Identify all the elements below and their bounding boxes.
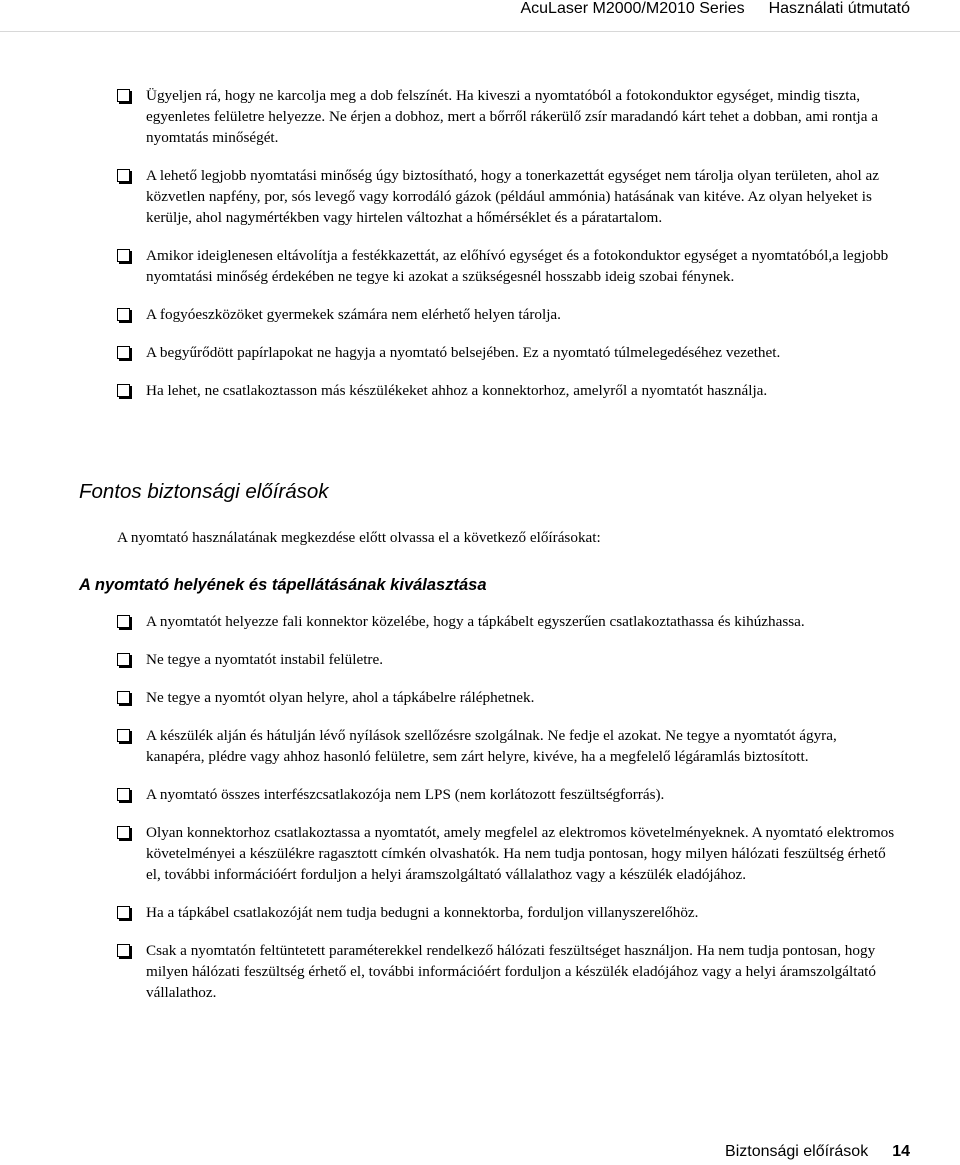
checkbox-bullet-icon — [117, 249, 130, 262]
checkbox-bullet-icon — [117, 691, 130, 704]
page-header — [520, 0, 910, 22]
list-item — [117, 245, 895, 287]
precaution-list-consumables — [117, 85, 895, 401]
list-item-text: A begyűrődött papírlapokat ne hagyja a nyomtató belsejében. Ez a nyomtató túlmelegedéséhez vezethet. — [146, 344, 781, 361]
list-item-text: Olyan konnektorhoz csatlakoztassa a nyomtatót, amely megfelel az elektromos követelményeknek. A nyomtató elektromos követelményei a készülékre ragasztott címkén olvashatók. Ha nem tudja pontosan, hogy milyen hálózati feszültség érhető el, további információért forduljon a helyi áramszolgáltató vállalathoz vagy a készülék eladójához. — [146, 824, 895, 883]
list-item — [117, 304, 895, 325]
footer-section-name: Biztonsági előírások — [725, 1143, 869, 1160]
checkbox-bullet-icon — [117, 906, 130, 919]
page-number: 14 — [892, 1143, 910, 1160]
checkbox-bullet-icon — [117, 826, 130, 839]
checkbox-bullet-icon — [117, 308, 130, 321]
checkbox-bullet-icon — [117, 944, 130, 957]
subsection-title: A nyomtató helyének és tápellátásának kiválasztása — [79, 576, 487, 594]
list-item-text: Ne tegye a nyomtót olyan helyre, ahol a tápkábelre ráléphetnek. — [146, 689, 535, 706]
list-item — [117, 649, 895, 670]
checkbox-bullet-icon — [117, 788, 130, 801]
checkbox-bullet-icon — [117, 729, 130, 742]
list-item-text: A lehető legjobb nyomtatási minőség úgy biztosítható, hogy a tonerkazettát egységet nem tárolja olyan területen, ahol az közvetlen napfény, por, sós levegő vagy korrodáló gázok (például ammónia) hatásának van kitéve. Az olyan helyeket is kerülje, ahol nagymértékben vagy hirtelen változhat a hőmérséklet és a páratartalom. — [146, 167, 880, 226]
list-item-text: A fogyóeszközöket gyermekek számára nem elérhető helyen tárolja. — [146, 306, 561, 323]
list-item-text: A készülék alján és hátulján lévő nyílások szellőzésre szolgálnak. Ne fedje el azokat. Ne tegye a nyomtatót ágyra, kanapéra, plédre vagy ahhoz hasonló felületre, sem zárt helyre, kivéve, ha a megfelelő légáramlás biztosított. — [146, 727, 837, 765]
list-item — [117, 725, 895, 767]
checkbox-bullet-icon — [117, 615, 130, 628]
header-product-title: AcuLaser M2000/M2010 Series — [520, 0, 745, 17]
list-item-text: Ne tegye a nyomtatót instabil felületre. — [146, 651, 384, 668]
checkbox-bullet-icon — [117, 653, 130, 666]
list-item — [117, 85, 895, 148]
list-item-text: Ha lehet, ne csatlakoztasson más készülékeket ahhoz a konnektorhoz, amelyről a nyomtatót használja. — [146, 382, 768, 399]
list-item — [117, 940, 895, 1003]
list-item-text: A nyomtatót helyezze fali konnektor közelébe, hogy a tápkábelt egyszerűen csatlakoztathassa és kihúzhassa. — [146, 613, 805, 630]
section-title: Fontos biztonsági előírások — [79, 480, 329, 503]
list-item — [117, 822, 895, 885]
list-item-text: Ügyeljen rá, hogy ne karcolja meg a dob felszínét. Ha kiveszi a nyomtatóból a fotokonduktor egységet, mindig tiszta, egyenletes felületre helyezze. Ne érjen a dobhoz, mert a bőrről rákerülő zsír maradandó kárt tehet a dobban, ami rontja a nyomtatás minőségét. — [146, 87, 879, 146]
section-intro: A nyomtató használatának megkezdése előtt olvassa el a következő előírásokat: — [117, 529, 601, 546]
page-footer — [725, 1143, 910, 1161]
list-item-text: A nyomtató összes interfészcsatlakozója nem LPS (nem korlátozott feszültségforrás). — [146, 786, 665, 803]
list-item — [117, 165, 895, 228]
header-guide-title: Használati útmutató — [768, 0, 910, 17]
list-item-text: Amikor ideiglenesen eltávolítja a festékkazettát, az előhívó egységet és a fotokonduktor egységet a nyomtatóból,a legjobb nyomtatási minőség érdekében ne tegye ki azokat a szükségesnél hosszabb ideig szobai fénynek. — [146, 247, 889, 285]
checkbox-bullet-icon — [117, 384, 130, 397]
header-divider — [0, 31, 960, 32]
checkbox-bullet-icon — [117, 89, 130, 102]
list-item — [117, 687, 895, 708]
list-item-text: Ha a tápkábel csatlakozóját nem tudja bedugni a konnektorba, forduljon villanyszerelőhöz. — [146, 904, 699, 921]
list-item-text: Csak a nyomtatón feltüntetett paraméterekkel rendelkező hálózati feszültséget használjon. Ha nem tudja pontosan, hogy milyen hálózati feszültség érhető el, további információért forduljon a készülék eladójához vagy a helyi áramszolgáltató vállalathoz. — [146, 942, 876, 1001]
precaution-list-location — [117, 611, 895, 1003]
list-item — [117, 342, 895, 363]
checkbox-bullet-icon — [117, 346, 130, 359]
list-item — [117, 611, 895, 632]
list-item — [117, 380, 895, 401]
list-item — [117, 784, 895, 805]
list-item — [117, 902, 895, 923]
checkbox-bullet-icon — [117, 169, 130, 182]
